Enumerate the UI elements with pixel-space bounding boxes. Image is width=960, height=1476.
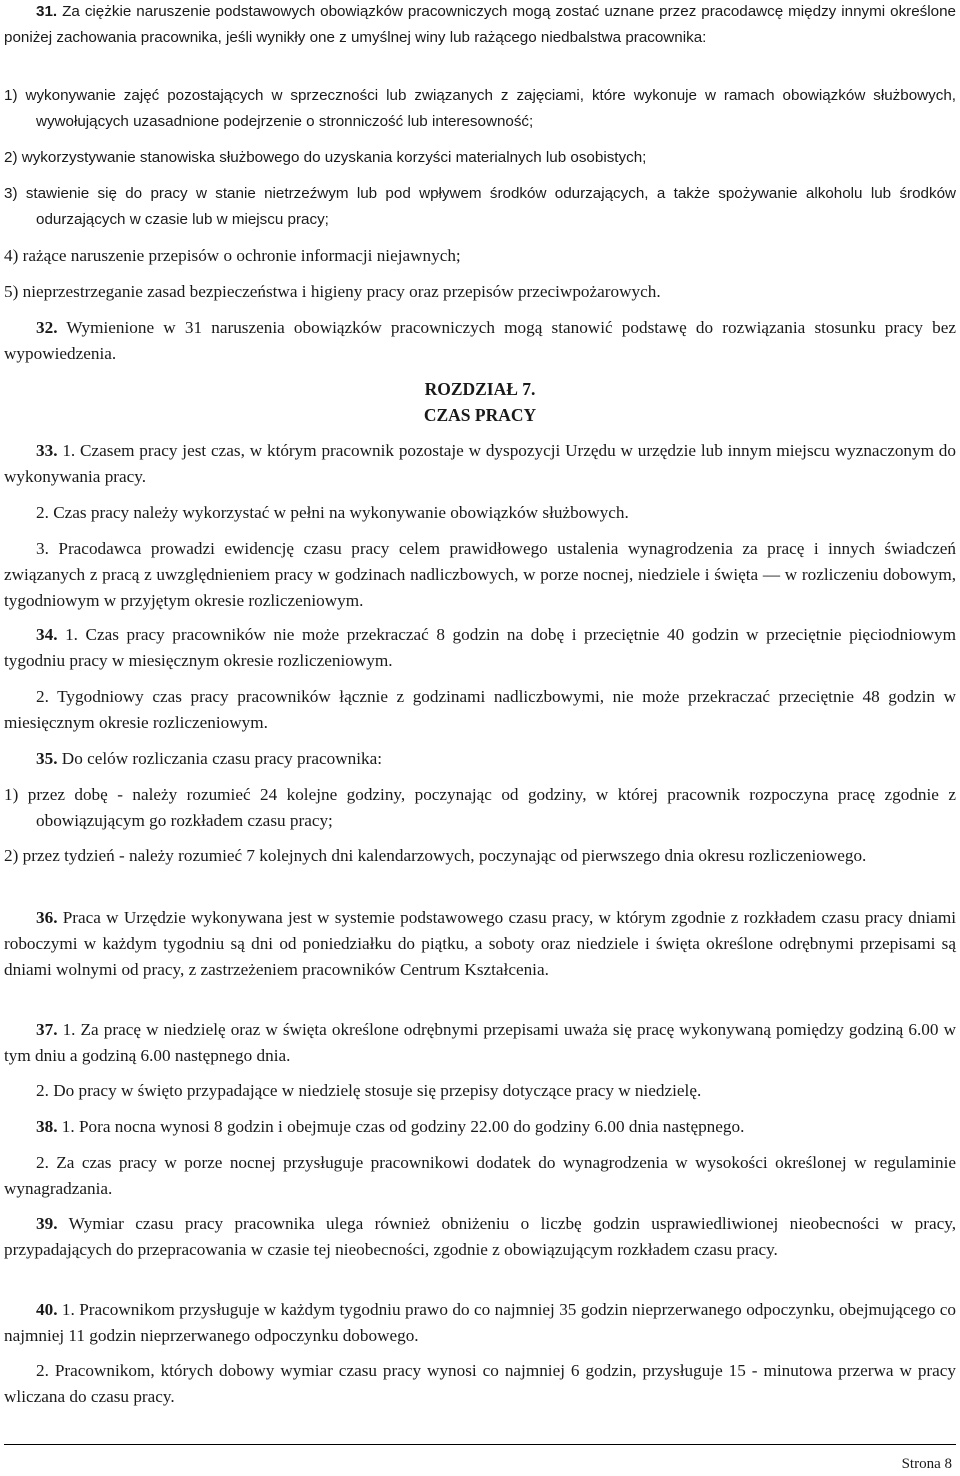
list-item: 2) przez tydzień - należy rozumieć 7 kolejnych dni kalendarzowych, poczynając od pierwszego dnia okresu rozliczeniowego. xyxy=(4,846,867,865)
paragraph-text: 1. Czas pracy pracowników nie może przekraczać 8 godzin na dobę i przeciętnie 40 godzin w przeciętnie pięciodniowym tygodniu pracy w miesięcznym okresie rozliczeniowym. xyxy=(4,625,956,670)
paragraph-31 xyxy=(4,0,956,51)
paragraph-40 xyxy=(4,1297,956,1349)
paragraph-number: 36. xyxy=(36,908,58,927)
list-item: 4) rażące naruszenie przepisów o ochronie informacji niejawnych; xyxy=(4,246,461,265)
paragraph-text: 2. Za czas pracy w porze nocnej przysługuje pracownikowi dodatek do wynagrodzenia w wysokości określonej w regulaminie wynagradzania. xyxy=(4,1153,956,1198)
paragraph-text: 1. Pora nocna wynosi 8 godzin i obejmuje czas od godziny 22.00 do godziny 6.00 dnia następnego. xyxy=(61,1117,745,1136)
paragraph-text: 2. Do pracy w święto przypadające w niedzielę stosuje się przepisy dotyczące pracy w niedzielę. xyxy=(36,1081,702,1100)
paragraph-number: 35. xyxy=(36,749,58,768)
page-number: Strona 8 xyxy=(901,1456,952,1472)
paragraph-36 xyxy=(4,905,956,983)
footer-divider xyxy=(4,1444,956,1445)
paragraph-number: 34. xyxy=(36,625,58,644)
chapter-number: ROZDZIAŁ 7. xyxy=(424,379,536,399)
paragraph-text: 2. Czas pracy należy wykorzystać w pełni na wykonywanie obowiązków służbowych. xyxy=(36,503,629,522)
paragraph-38 xyxy=(4,1114,956,1140)
paragraph-34 xyxy=(4,622,956,674)
paragraph-35 xyxy=(4,746,956,772)
paragraph-number: 39. xyxy=(36,1214,58,1233)
paragraph-number: 37. xyxy=(36,1020,58,1039)
paragraph-33 xyxy=(4,438,956,490)
paragraph-text: 2. Tygodniowy czas pracy pracowników łącznie z godzinami nadliczbowymi, nie może przekraczać przeciętnie 48 godzin w miesięcznym okresie rozliczeniowym. xyxy=(4,687,956,732)
paragraph-text: Wymiar czasu pracy pracownika ulega również obniżeniu o liczbę godzin usprawiedliwionej nieobecności w pracy, przypadających do przepracowania w czasie tej nieobecności, zgodnie z obowiązującym rozkładem czasu pracy. xyxy=(4,1214,956,1259)
list-item: 5) nieprzestrzeganie zasad bezpieczeństwa i higieny pracy oraz przepisów przeciwpożarowych. xyxy=(4,282,661,301)
paragraph-text: Wymienione w 31 naruszenia obowiązków pracowniczych mogą stanowić podstawę do rozwiązania stosunku pracy bez wypowiedzenia. xyxy=(4,318,956,363)
list-item: 3) stawienie się do pracy w stanie nietrzeźwym lub pod wpływem środków odurzających, a także spożywanie alkoholu lub środków odurzających w czasie lub w miejscu pracy; xyxy=(4,185,956,228)
paragraph-text: 1. Czasem pracy jest czas, w którym pracownik pozostaje w dyspozycji Urzędu w urzędzie lub innym miejscu wyznaczonym do wykonywania pracy. xyxy=(4,441,956,486)
paragraph-number: 40. xyxy=(36,1300,58,1319)
paragraph-text: Za ciężkie naruszenie podstawowych obowiązków pracowniczych mogą zostać uznane przez pracodawcę między innymi określone poniżej zachowania pracownika, jeśli wynikły one z umyślnej winy lub rażącego niedbalstwa pracownika: xyxy=(4,3,956,46)
paragraph-number: 31. xyxy=(36,3,58,20)
paragraph-text: 3. Pracodawca prowadzi ewidencję czasu pracy celem prawidłowego ustalenia wynagrodzenia za pracę i innych świadczeń związanych z pracą z uwzględnieniem pracy w godzinach nadliczbowych, w porze nocnej, niedziele i święta — w rozliczeniu dobowym, tygodniowym w przyjętym okresie rozliczeniowym. xyxy=(4,539,956,610)
list-item: 2) wykorzystywanie stanowiska służbowego do uzyskania korzyści materialnych lub osobistych; xyxy=(4,149,647,166)
paragraph-32 xyxy=(4,315,956,367)
paragraph-text: 1. Za pracę w niedzielę oraz w święta określone odrębnymi przepisami uważa się pracę wykonywaną pomiędzy godziną 6.00 w tym dniu a godziną 6.00 następnego dnia. xyxy=(4,1020,956,1065)
paragraph-text: Praca w Urzędzie wykonywana jest w systemie podstawowego czasu pracy, w którym zgodnie z rozkładem czasu pracy dniami roboczymi w każdym tygodniu są dni od poniedziałku do piątku, a soboty oraz niedziele i święta określone odrębnymi przepisami są dniami wolnymi od pracy, z zastrzeżeniem pracowników Centrum Kształcenia. xyxy=(4,908,956,979)
paragraph-39 xyxy=(4,1211,956,1263)
paragraph-37 xyxy=(4,1017,956,1069)
chapter-title: CZAS PRACY xyxy=(423,405,537,425)
list-item: 1) wykonywanie zajęć pozostających w sprzeczności lub związanych z zajęciami, które wykonuje w ramach obowiązków służbowych, wywołujących uzasadnione podejrzenie o stronniczość lub interesowność; xyxy=(4,87,956,130)
paragraph-number: 38. xyxy=(36,1117,58,1136)
paragraph-number: 32. xyxy=(36,318,58,337)
paragraph-text: 2. Pracownikom, których dobowy wymiar czasu pracy wynosi co najmniej 6 godzin, przysługuje 15 - minutowa przerwa w pracy wliczana do czasu pracy. xyxy=(4,1361,956,1406)
paragraph-number: 33. xyxy=(36,441,58,460)
list-item: 1) przez dobę - należy rozumieć 24 kolejne godziny, poczynając od godziny, w której pracownik rozpoczyna pracę zgodnie z obowiązującym go rozkładem czasu pracy; xyxy=(4,785,956,830)
paragraph-text: Do celów rozliczania czasu pracy pracownika: xyxy=(61,749,382,768)
paragraph-text: 1. Pracownikom przysługuje w każdym tygodniu prawo do co najmniej 35 godzin nieprzerwanego odpoczynku, obejmującego co najmniej 11 godzin nieprzerwanego odpoczynku dobowego. xyxy=(4,1300,956,1345)
